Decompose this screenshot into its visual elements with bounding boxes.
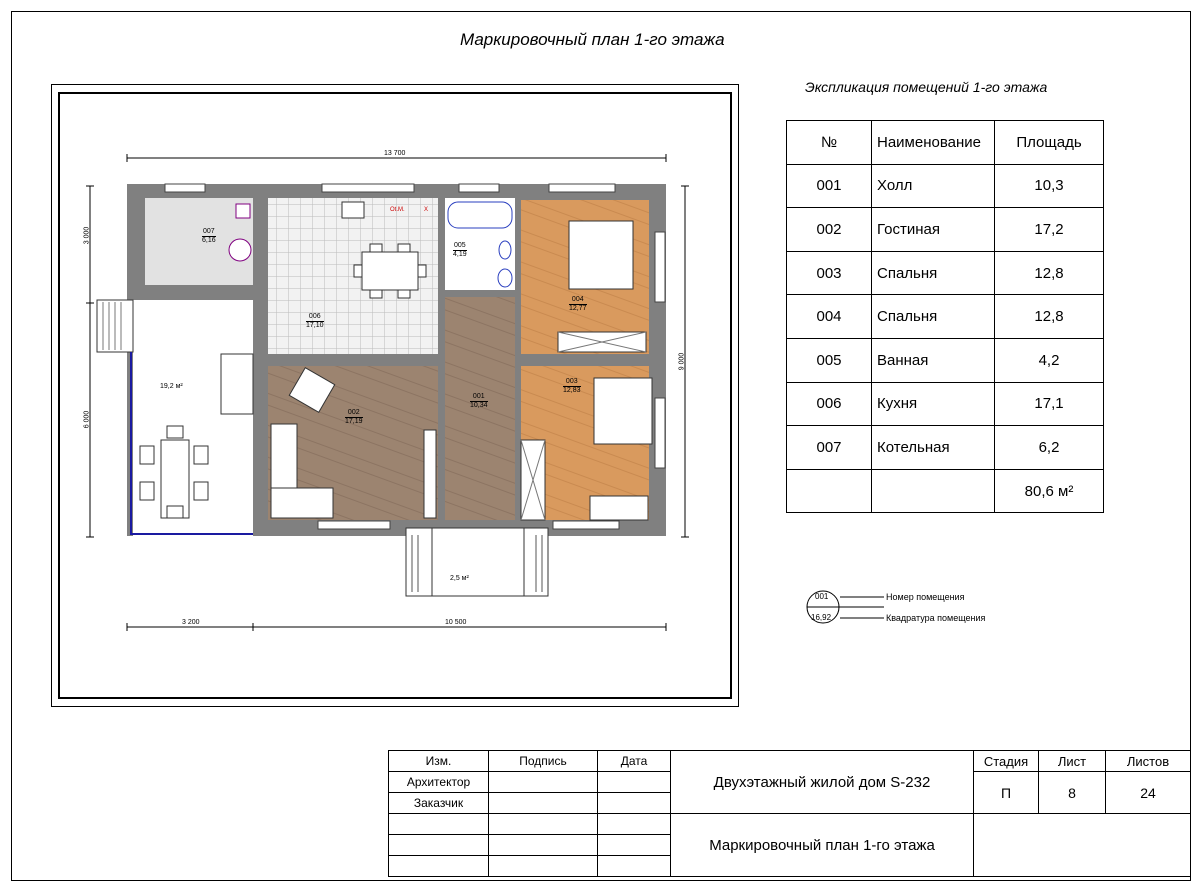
bed-003 bbox=[594, 378, 652, 444]
stamp-empty bbox=[489, 793, 598, 814]
stamp-stage-label: Стадия bbox=[974, 751, 1039, 772]
row-name: Кухня bbox=[872, 382, 995, 426]
table-row bbox=[787, 251, 1104, 295]
stamp-empty bbox=[598, 772, 671, 793]
room-label: 003 12,83 bbox=[563, 378, 581, 394]
stamp-architect: Архитектор bbox=[389, 772, 489, 793]
room-label: 001 10,34 bbox=[470, 393, 488, 409]
row-number: 007 bbox=[787, 426, 872, 470]
row-name: Холл bbox=[872, 164, 995, 208]
dim-left-lower: 6 000 bbox=[83, 410, 91, 429]
terrace-floor bbox=[133, 300, 253, 536]
explication-table bbox=[786, 120, 1104, 513]
table-row bbox=[787, 338, 1104, 382]
stamp-sheet: 8 bbox=[1039, 772, 1106, 814]
dim-left-upper: 3 000 bbox=[83, 226, 91, 245]
table-row bbox=[787, 426, 1104, 470]
stamp-sheets: 24 bbox=[1106, 772, 1191, 814]
legend-area: 16,92 bbox=[811, 613, 832, 622]
bathtub bbox=[448, 202, 512, 228]
table-row bbox=[787, 208, 1104, 252]
stamp-empty bbox=[389, 814, 489, 835]
stamp-empty bbox=[489, 814, 598, 835]
row-area: 12,8 bbox=[995, 295, 1104, 339]
page-title: Маркировочный план 1-го этажа bbox=[460, 30, 725, 49]
room-label: 007 6,16 bbox=[202, 228, 216, 244]
stamp-sheets-label: Листов bbox=[1106, 751, 1191, 772]
bed-004 bbox=[569, 221, 633, 289]
row-number: 006 bbox=[787, 382, 872, 426]
row-name: Котельная bbox=[872, 426, 995, 470]
row-number: 003 bbox=[787, 251, 872, 295]
explication-title: Экспликация помещений 1-го этажа bbox=[805, 79, 1048, 95]
dim-bottom-right: 10 500 bbox=[445, 619, 467, 626]
stamp-project: Двухэтажный жилой дом S-232 bbox=[671, 751, 974, 814]
title-block bbox=[388, 750, 1191, 877]
row-area: 6,2 bbox=[995, 426, 1104, 470]
stamp-podpis: Подпись bbox=[489, 751, 598, 772]
kitchen-x-label: X bbox=[424, 207, 429, 213]
row-area: 4,2 bbox=[995, 338, 1104, 382]
row-area: 17,2 bbox=[995, 208, 1104, 252]
kitchen-table bbox=[362, 252, 418, 290]
row-number: 004 bbox=[787, 295, 872, 339]
stamp-empty bbox=[974, 814, 1191, 877]
room-label: 006 17,10 bbox=[306, 313, 324, 329]
stamp-empty bbox=[489, 856, 598, 877]
table-header-row bbox=[787, 121, 1104, 165]
total-empty bbox=[787, 469, 872, 513]
table-row bbox=[787, 295, 1104, 339]
stamp-sheet-title: Маркировочный план 1-го этажа bbox=[671, 814, 974, 877]
row-name: Спальня bbox=[872, 295, 995, 339]
kitchen-ot-label: Ot.M. bbox=[390, 207, 405, 213]
row-number: 001 bbox=[787, 164, 872, 208]
terrace-area: 19,2 м² bbox=[160, 383, 183, 390]
header-area: Площадь bbox=[995, 121, 1104, 165]
stamp-empty bbox=[598, 814, 671, 835]
legend-area-label: Квадратура помещения bbox=[886, 613, 986, 623]
terrace-sofa bbox=[221, 354, 253, 414]
row-number: 002 bbox=[787, 208, 872, 252]
dim-top: 13 700 bbox=[384, 150, 406, 157]
porch-area: 2,5 м² bbox=[450, 575, 469, 582]
row-name: Спальня bbox=[872, 251, 995, 295]
table-total-row bbox=[787, 469, 1104, 513]
stamp-customer: Заказчик bbox=[389, 793, 489, 814]
dim-bottom-left: 3 200 bbox=[182, 619, 200, 626]
stamp-empty bbox=[389, 856, 489, 877]
row-area: 12,8 bbox=[995, 251, 1104, 295]
stamp-sheet-label: Лист bbox=[1039, 751, 1106, 772]
total-area: 80,6 м² bbox=[995, 469, 1104, 513]
header-number: № bbox=[787, 121, 872, 165]
stamp-empty bbox=[489, 772, 598, 793]
legend-number: 001 bbox=[815, 592, 829, 601]
row-area: 10,3 bbox=[995, 164, 1104, 208]
room-label: 002 17,19 bbox=[345, 409, 363, 425]
row-area: 17,1 bbox=[995, 382, 1104, 426]
row-name: Ванная bbox=[872, 338, 995, 382]
stamp-empty bbox=[489, 835, 598, 856]
total-empty bbox=[872, 469, 995, 513]
stamp-empty bbox=[598, 793, 671, 814]
table-row bbox=[787, 382, 1104, 426]
legend-number-label: Номер помещения bbox=[886, 592, 965, 602]
table-row bbox=[787, 164, 1104, 208]
stamp-empty bbox=[598, 835, 671, 856]
header-name: Наименование bbox=[872, 121, 995, 165]
stamp-data: Дата bbox=[598, 751, 671, 772]
room-label: 005 4,19 bbox=[453, 242, 467, 258]
row-name: Гостиная bbox=[872, 208, 995, 252]
stamp-empty bbox=[389, 835, 489, 856]
stamp-stage: П bbox=[974, 772, 1039, 814]
row-number: 005 bbox=[787, 338, 872, 382]
stamp-izm: Изм. bbox=[389, 751, 489, 772]
room-label: 004 12,77 bbox=[569, 296, 587, 312]
dim-right: 9 000 bbox=[678, 352, 686, 371]
stamp-empty bbox=[598, 856, 671, 877]
